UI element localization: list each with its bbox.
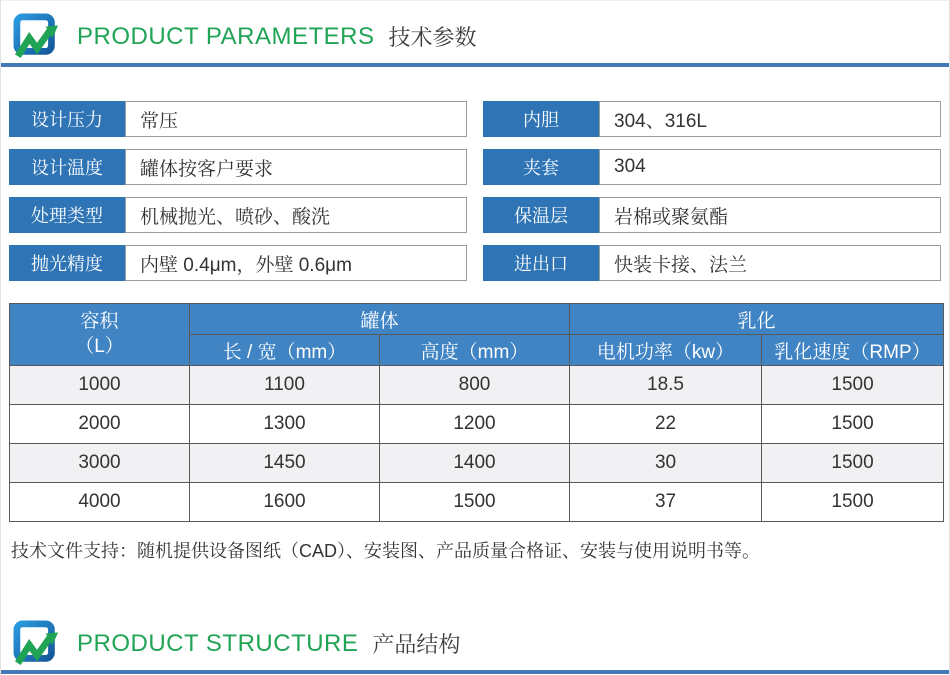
- header-group-emulsify: 乳化: [570, 304, 944, 335]
- cell-volume: 4000: [10, 483, 190, 522]
- param-label: 保温层: [483, 197, 599, 233]
- param-row-jacket: [483, 149, 941, 185]
- header-group-tank: 罐体: [190, 304, 570, 335]
- cell-height: 1400: [380, 444, 570, 483]
- parameter-column-left: [9, 101, 467, 281]
- param-row-design-temperature: [9, 149, 467, 185]
- param-label: 进出口: [483, 245, 599, 281]
- section-title-zh: 技术参数: [388, 25, 477, 50]
- header-volume: [10, 304, 190, 366]
- param-row-treatment-type: [9, 197, 467, 233]
- param-label: 设计温度: [9, 149, 125, 185]
- param-label: 抛光精度: [9, 245, 125, 281]
- param-value: 岩棉或聚氨酯: [599, 197, 941, 233]
- cell-height: 1500: [380, 483, 570, 522]
- param-row-inner-tank: [483, 101, 941, 137]
- section-header-parameters: [1, 1, 949, 63]
- param-value: 机械抛光、喷砂、酸洗: [125, 197, 467, 233]
- section-divider-line: [1, 63, 949, 67]
- brand-logo-icon: [13, 13, 63, 61]
- cell-motor-power: 30: [570, 444, 762, 483]
- section-divider-line: [1, 670, 949, 674]
- param-value: 罐体按客户要求: [125, 149, 467, 185]
- param-label: 设计压力: [9, 101, 125, 137]
- brand-logo-icon: [13, 620, 63, 668]
- param-label: 处理类型: [9, 197, 125, 233]
- section-title-en: PRODUCT STRUCTURE: [77, 629, 359, 657]
- param-row-insulation-layer: [483, 197, 941, 233]
- parameter-grid: [9, 101, 941, 281]
- cell-motor-power: 37: [570, 483, 762, 522]
- cell-length-width: 1100: [190, 366, 380, 405]
- param-value: 快装卡接、法兰: [599, 245, 941, 281]
- header-height: 高度（mm）: [380, 335, 570, 366]
- cell-length-width: 1300: [190, 405, 380, 444]
- param-value: 304: [599, 149, 941, 185]
- spec-table-body: [10, 366, 944, 522]
- header-motor-power: 电机功率（kw）: [570, 335, 762, 366]
- table-row: [10, 483, 944, 522]
- spacer: [1, 563, 949, 608]
- param-row-polish-precision: [9, 245, 467, 281]
- technical-documents-note: 技术文件支持：随机提供设备图纸（CAD）、安装图、产品质量合格证、安装与使用说明书等。: [11, 541, 760, 561]
- table-row: [10, 444, 944, 483]
- header-volume-line2: （L）: [75, 335, 124, 357]
- header-emulsify-speed: 乳化速度（RMP）: [762, 335, 944, 366]
- param-label: 夹套: [483, 149, 599, 185]
- parameter-column-right: [483, 101, 941, 281]
- param-value: 304、316L: [599, 101, 941, 137]
- cell-volume: 2000: [10, 405, 190, 444]
- cell-speed: 1500: [762, 366, 944, 405]
- param-value: 内壁 0.4μm，外壁 0.6μm: [125, 245, 467, 281]
- cell-speed: 1500: [762, 405, 944, 444]
- section-title-zh: 产品结构: [372, 632, 461, 657]
- header-length-width: 长 / 宽（mm）: [190, 335, 380, 366]
- cell-length-width: 1450: [190, 444, 380, 483]
- cell-volume: 3000: [10, 444, 190, 483]
- spec-table-header: [10, 304, 944, 366]
- table-row: [10, 366, 944, 405]
- cell-length-width: 1600: [190, 483, 380, 522]
- cell-motor-power: 18.5: [570, 366, 762, 405]
- section-title-en: PRODUCT PARAMETERS: [77, 22, 375, 50]
- spec-table: [9, 303, 944, 522]
- cell-volume: 1000: [10, 366, 190, 405]
- cell-speed: 1500: [762, 483, 944, 522]
- cell-height: 800: [380, 366, 570, 405]
- param-row-design-pressure: [9, 101, 467, 137]
- section-header-structure: [1, 608, 949, 670]
- cell-height: 1200: [380, 405, 570, 444]
- param-value: 常压: [125, 101, 467, 137]
- param-row-inlet-outlet: [483, 245, 941, 281]
- table-row: [10, 405, 944, 444]
- cell-speed: 1500: [762, 444, 944, 483]
- header-volume-line1: 容积: [80, 310, 119, 332]
- cell-motor-power: 22: [570, 405, 762, 444]
- param-label: 内胆: [483, 101, 599, 137]
